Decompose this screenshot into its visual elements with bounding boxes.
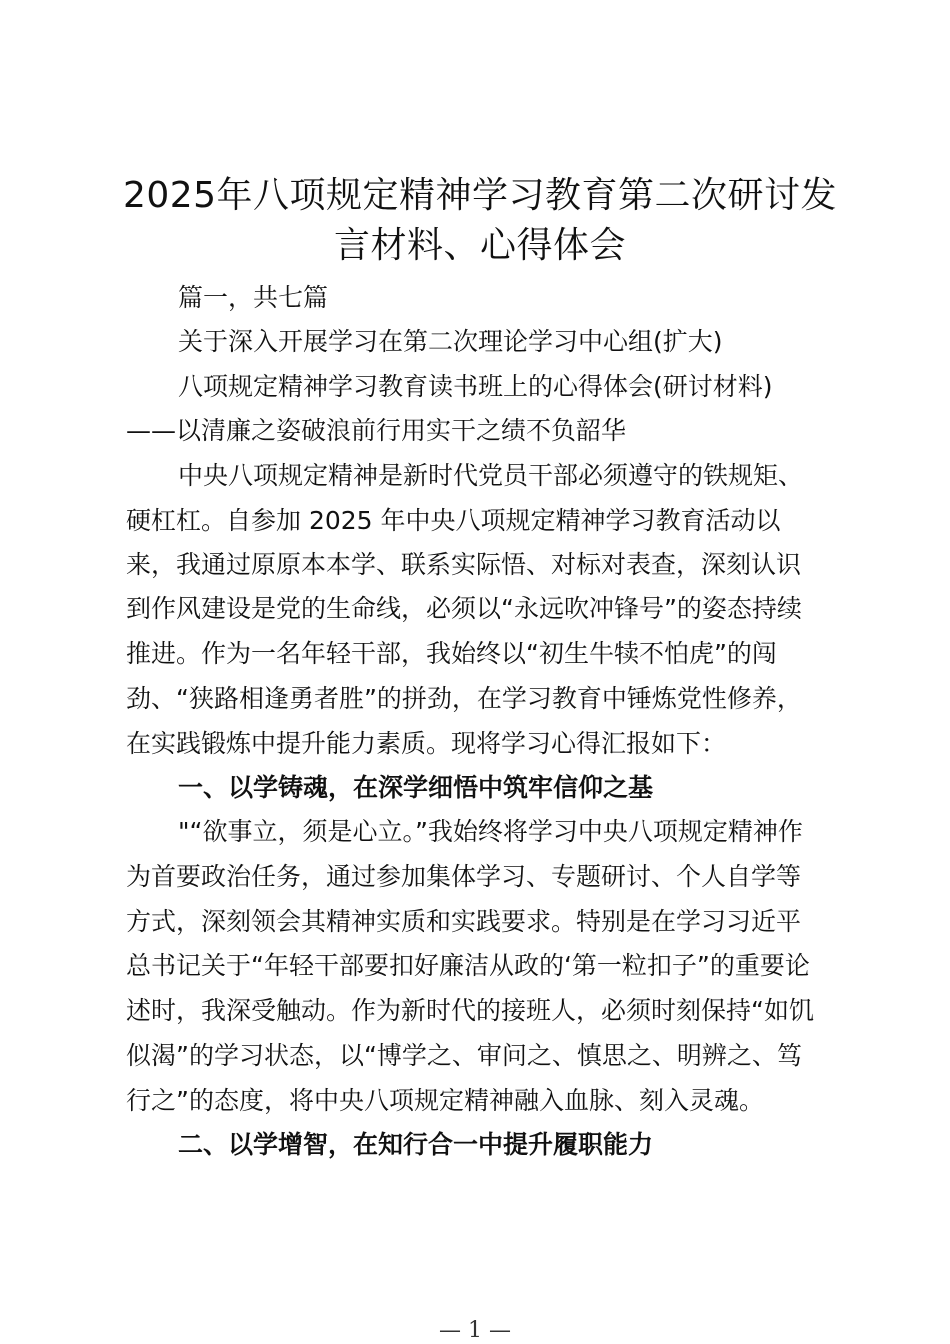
body-line: 似渴”的学习状态，以“博学之、审问之、慎思之、明辨之、笃	[126, 1041, 802, 1070]
body-line: 为首要政治任务，通过参加集体学习、专题研讨、个人自学等	[126, 862, 802, 891]
subtitle-line-2: 八项规定精神学习教育读书班上的心得体会(研讨材料)	[178, 372, 773, 401]
body-line: 在实践锻炼中提升能力素质。现将学习心得汇报如下：	[126, 729, 727, 758]
body-line: 到作风建设是党的生命线，必须以“永远吹冲锋号”的姿态持续	[126, 594, 802, 623]
document-title-line-1: 2025年八项规定精神学习教育第二次研讨发	[122, 175, 838, 216]
body-line: 硬杠杠。自参加 2025 年中央八项规定精神学习教育活动以	[126, 506, 781, 535]
subtitle-line-1: 关于深入开展学习在第二次理论学习中心组(扩大)	[178, 327, 723, 356]
body-line: 行之”的态度，将中央八项规定精神融入血脉、刻入灵魂。	[126, 1086, 764, 1115]
body-line: 总书记关于“年轻干部要扣好廉洁从政的‘第一粒扣子”的重要论	[126, 951, 810, 980]
body-line: 方式，深刻领会其精神实质和实践要求。特别是在学习习近平	[126, 907, 802, 936]
section-note: 篇一，共七篇	[178, 283, 329, 312]
body-line: "“欲事立，须是心立。”我始终将学习中央八项规定精神作	[178, 817, 803, 846]
page-number: — 1 —	[439, 1318, 511, 1343]
body-line: 中央八项规定精神是新时代党员干部必须遵守的铁规矩、	[178, 461, 804, 490]
section-heading-1: 一、以学铸魂，在深学细悟中筑牢信仰之基	[178, 773, 654, 802]
body-line: 推进。作为一名年轻干部，我始终以“初生牛犊不怕虎”的闯	[126, 639, 777, 668]
subtitle-line-3: ——以清廉之姿破浪前行用实干之绩不负韶华	[126, 416, 627, 445]
document-title-line-2: 言材料、心得体会	[333, 225, 626, 266]
body-line: 劲、“狭路相逢勇者胜”的拼劲，在学习教育中锤炼党性修养，	[126, 684, 802, 713]
body-line: 述时，我深受触动。作为新时代的接班人，必须时刻保持“如饥	[126, 996, 814, 1025]
section-heading-2: 二、以学增智，在知行合一中提升履职能力	[178, 1130, 654, 1159]
body-line: 来，我通过原原本本学、联系实际悟、对标对表查，深刻认识	[126, 550, 802, 579]
